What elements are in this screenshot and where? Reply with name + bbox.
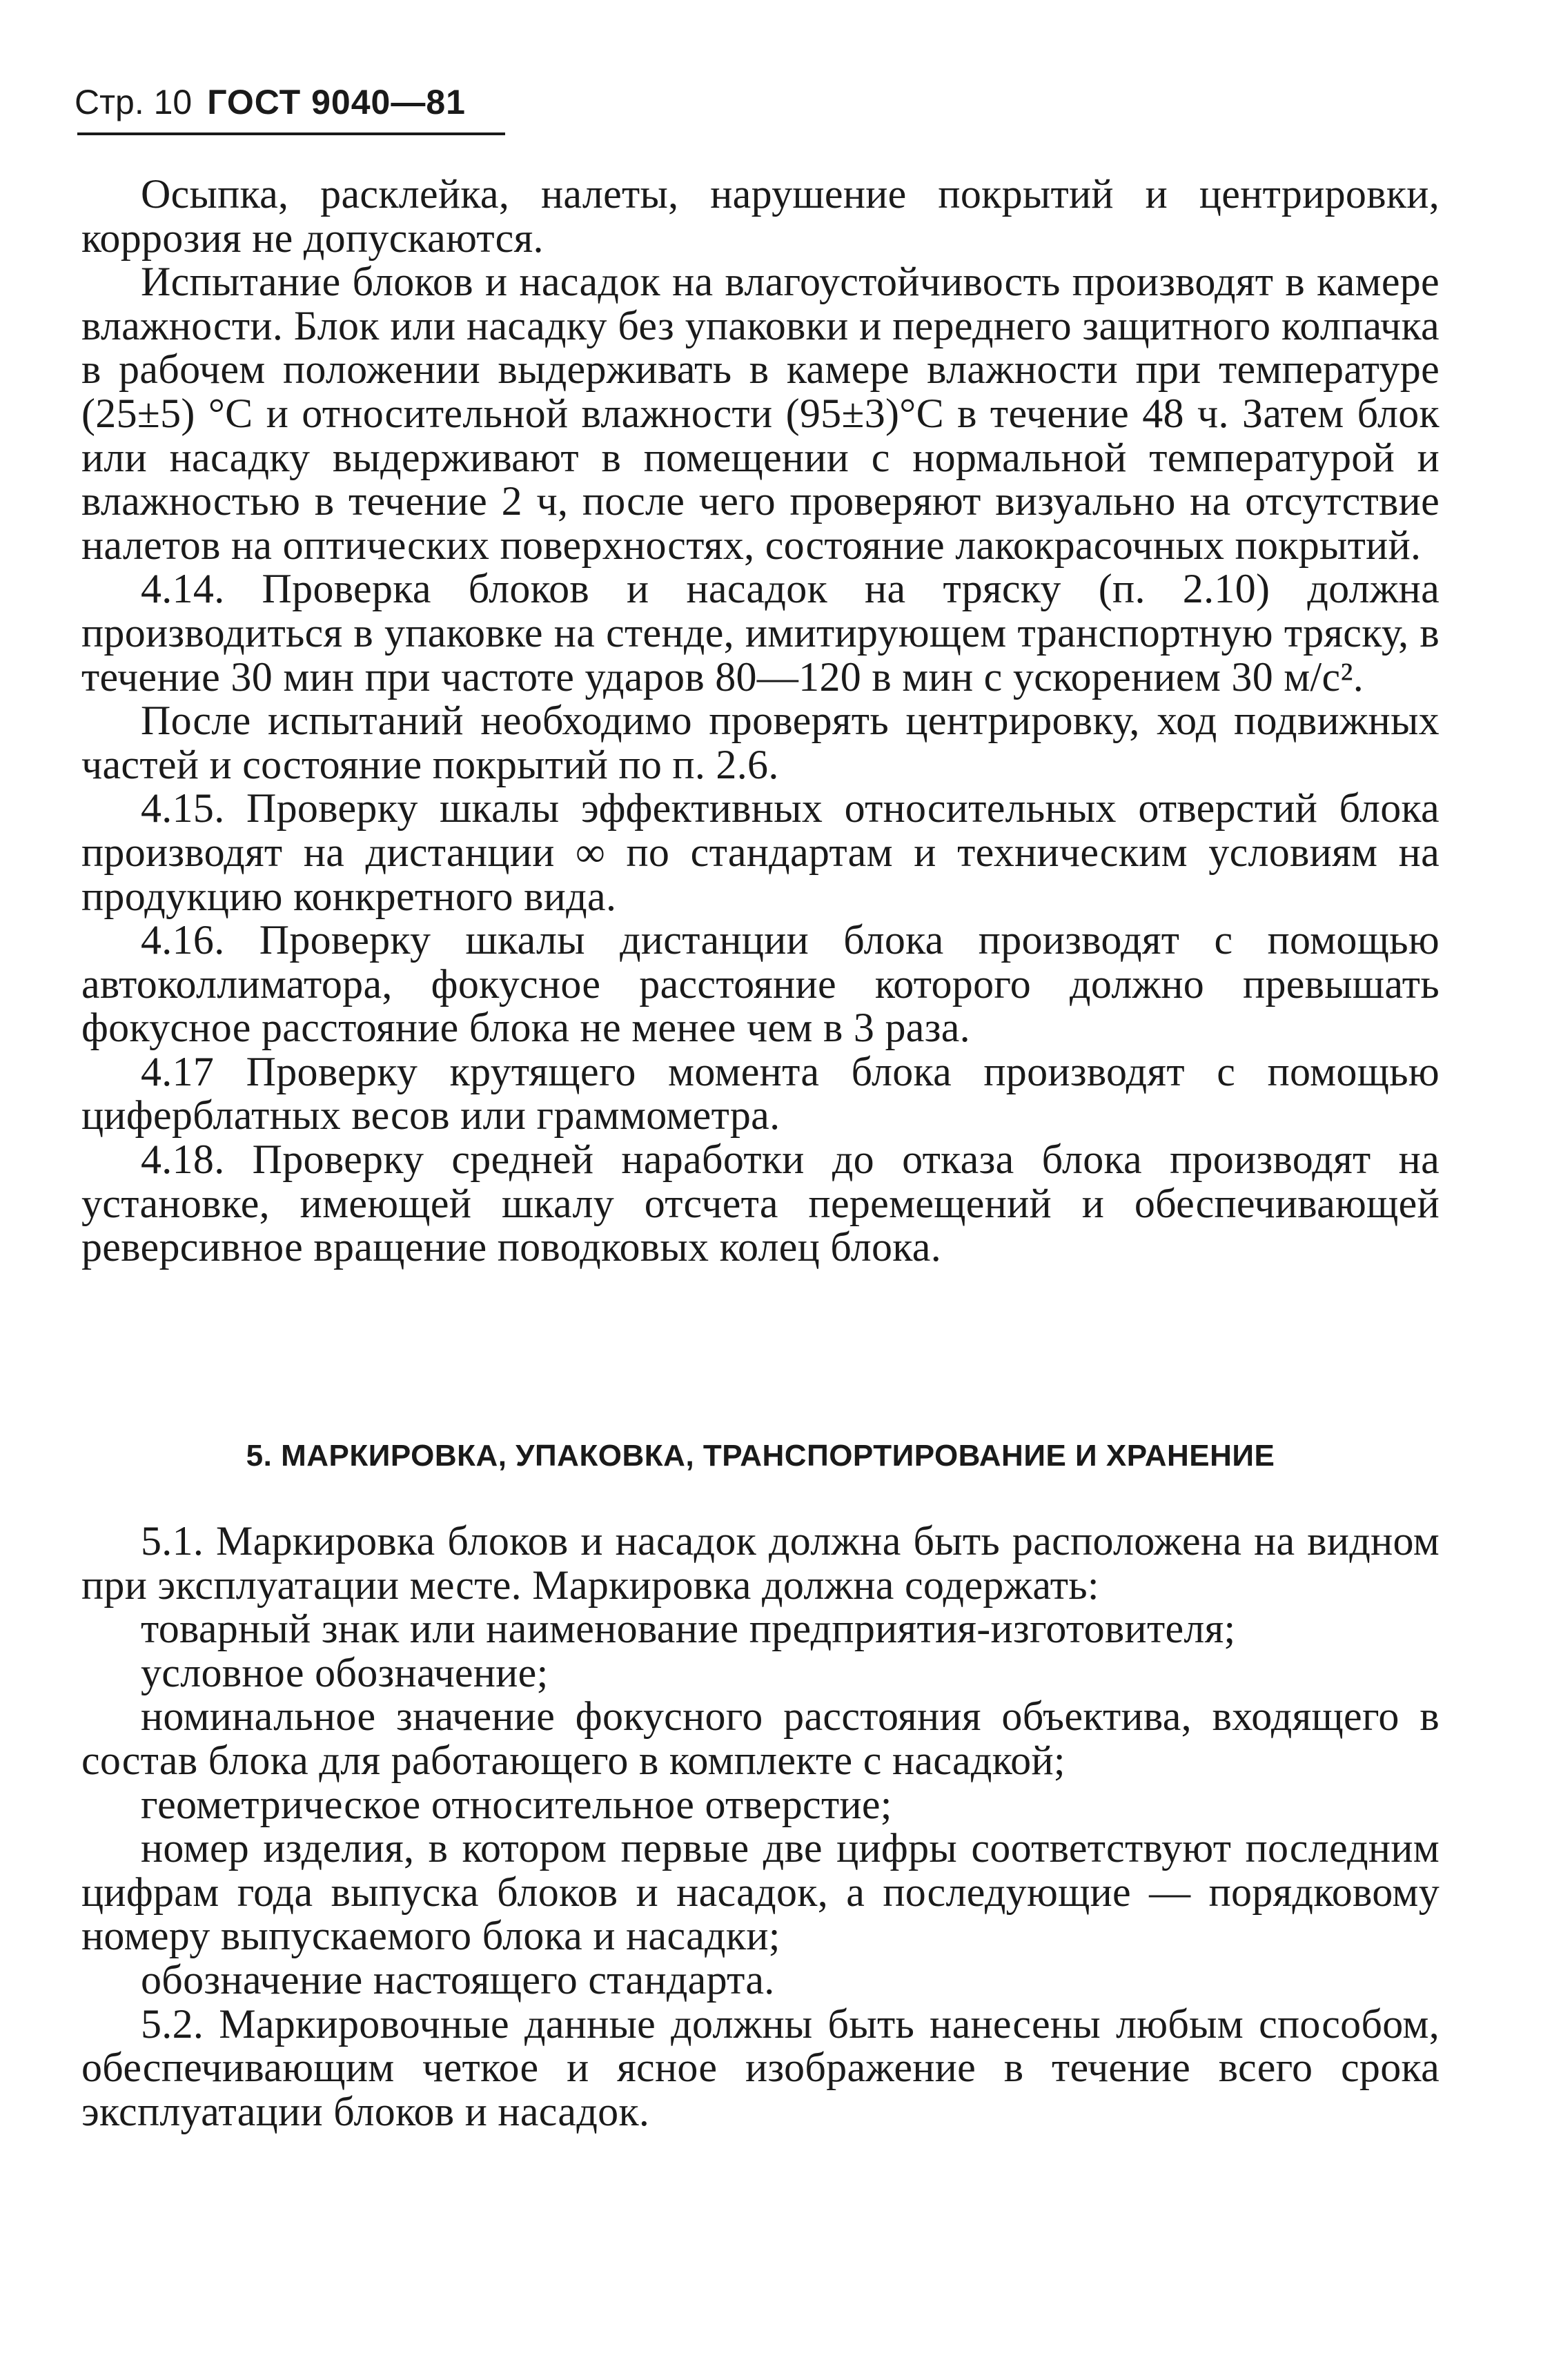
paragraph-4-14: 4.14. Проверка блоков и насадок на тряску (п. 2.10) должна производиться в упаковке на стенде, имитирующем транспортную тряску, в течение 30 мин при частоте ударов 80—120 в мин с ускорением 30 м/с².: [81, 566, 1440, 700]
list-item: товарный знак или наименование предприятия-изготовителя;: [141, 1606, 1236, 1652]
text-block-section-5: [81, 1520, 1440, 2134]
paragraph-4-15: 4.15. Проверку шкалы эффективных относительных отверстий блока производят на дистанции ∞ по стандартам и техническим условиям на продукцию конкретного вида.: [81, 785, 1440, 919]
paragraph-4-17: 4.17 Проверку крутящего момента блока производят с помощью циферблатных весов или граммометра.: [81, 1048, 1440, 1139]
page-number: Стр. 10: [75, 83, 193, 121]
list-item: условное обозначение;: [141, 1649, 549, 1695]
standard-designation: ГОСТ 9040—81: [207, 83, 466, 121]
paragraph: После испытаний необходимо проверять центрировку, ход подвижных частей и состояние покрытий по п. 2.6.: [81, 698, 1440, 787]
list-item: номер изделия, в котором первые две цифры соответствуют последним цифрам года выпуска блоков и насадок, а последующие — порядковому номеру выпускаемого блока и насадки;: [81, 1825, 1440, 1959]
header-rule: [77, 132, 505, 135]
paragraph-4-18: 4.18. Проверку средней наработки до отказа блока производят на установке, имеющей шкалу отсчета перемещений и обеспечивающей реверсивное вращение поводковых колец блока.: [81, 1137, 1440, 1270]
paragraph: Испытание блоков и насадок на влагоустойчивость производят в камере влажности. Блок или насадку без упаковки и переднего защитного колпачка в рабочем положении выдерживать в камере влажности при температуре (25±5) °С и относительной влажности (95±3)°С в течение 48 ч. Затем блок или насадку выдерживают в помещении с нормальной температурой и влажностью в течение 2 ч, после чего проверяют визуально на отсутствие налетов на оптических поверхностях, состояние лакокрасочных покрытий.: [81, 259, 1440, 568]
section-heading: 5. МАРКИРОВКА, УПАКОВКА, ТРАНСПОРТИРОВАНИЕ И ХРАНЕНИЕ: [246, 1439, 1275, 1473]
text-block-section-4: [81, 173, 1440, 1270]
paragraph-5-1: 5.1. Маркировка блоков и насадок должна быть расположена на видном при эксплуатации месте. Маркировка должна содержать:: [81, 1518, 1440, 1608]
paragraph-4-16: 4.16. Проверку шкалы дистанции блока производят с помощью автоколлиматора, фокусное расстояние которого должно превышать фокусное расстояние блока не менее чем в 3 раза.: [81, 917, 1440, 1051]
list-item: геометрическое относительное отверстие;: [141, 1781, 892, 1827]
page-header: [75, 81, 466, 123]
list-item: обозначение настоящего стандарта.: [141, 1956, 775, 2003]
paragraph-5-2: 5.2. Маркировочные данные должны быть нанесены любым способом, обеспечивающим четкое и ясное изображение в течение всего срока эксплуатации блоков и насадок.: [81, 2000, 1440, 2134]
list-item: номинальное значение фокусного расстояния объектива, входящего в состав блока для работающего в комплекте с насадкой;: [81, 1693, 1440, 1783]
paragraph: Осыпка, расклейка, налеты, нарушение покрытий и центрировки, коррозия не допускаются.: [81, 171, 1440, 261]
